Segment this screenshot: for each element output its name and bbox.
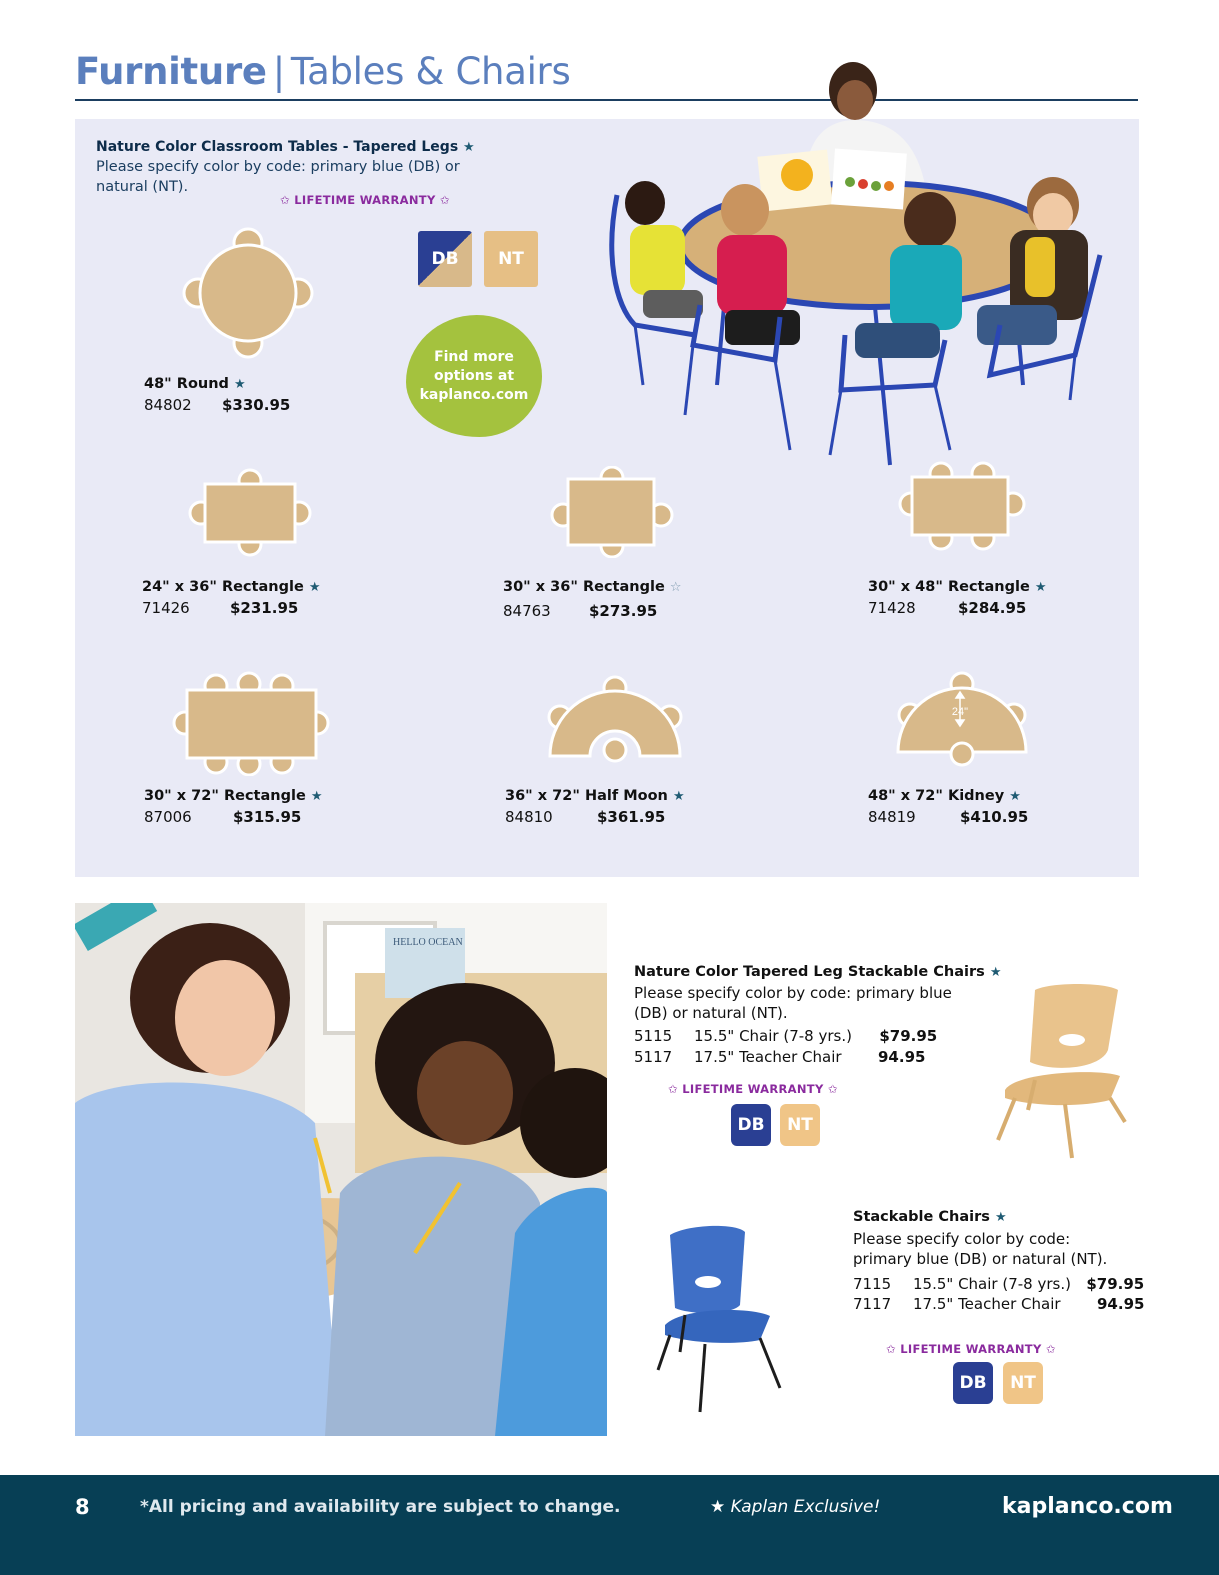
title-separator: | <box>272 50 285 93</box>
tapered-chairs-title: Nature Color Tapered Leg Stackable Chairs ★ <box>634 964 1002 980</box>
rectangle-30x72-table-icon <box>168 670 333 776</box>
promo-line: kaplanco.com <box>419 386 529 403</box>
tapered-chairs-warranty: ✩ LIFETIME WARRANTY ✩ <box>668 1082 838 1096</box>
swatch-nt: NT <box>780 1104 820 1146</box>
exclusive-star-icon: ★ <box>310 789 323 804</box>
item-name: 36" x 72" Half Moon <box>505 788 668 804</box>
half-moon-table-icon <box>540 670 690 770</box>
swatch-nt: NT <box>1003 1362 1043 1404</box>
warranty-star-icon: ✩ <box>886 1342 896 1356</box>
exclusive-star-icon: ★ <box>672 789 685 804</box>
item-code: 87006 <box>144 808 192 826</box>
swatch-db: DB <box>418 231 472 287</box>
table-item-round <box>144 376 290 414</box>
tables-title: Nature Color Classroom Tables - Tapered Legs ★ <box>96 139 475 155</box>
chair-desc: 15.5" Chair <box>694 1027 779 1045</box>
tables-description: Please specify color by code: primary blue (DB) or natural (NT). <box>96 159 460 195</box>
warranty-star-icon: ✩ <box>827 1082 838 1096</box>
promo-blob[interactable] <box>406 315 542 437</box>
chair-code: 5115 <box>634 1027 673 1045</box>
item-price: $273.95 <box>589 602 658 620</box>
page-number: 8 <box>75 1495 90 1519</box>
chair-age: (7-8 yrs.) <box>783 1027 852 1045</box>
table-item-30x36 <box>503 579 682 620</box>
kidney-dimension-label: 24" <box>951 706 969 718</box>
teacher-children-photo <box>75 903 607 1436</box>
rectangle-30x36-table-icon <box>548 466 678 558</box>
stackable-chairs-description: Please specify color by code: primary blue (DB) or natural (NT). <box>853 1230 1108 1268</box>
item-code: 84802 <box>144 396 192 414</box>
item-code: 71428 <box>868 599 916 617</box>
item-price: $284.95 <box>958 599 1027 617</box>
website-link[interactable]: kaplanco.com <box>1002 1494 1173 1519</box>
exclusive-star-icon: ★ <box>308 580 321 595</box>
table-item-30x48 <box>868 579 1047 617</box>
chair-price: 94.95 <box>1097 1295 1145 1313</box>
swatch-db: DB <box>953 1362 993 1404</box>
kaplan-exclusive-note: ★ Kaplan Exclusive! <box>710 1497 881 1517</box>
exclusive-star-icon: ★ <box>463 140 475 155</box>
chair-row <box>634 1027 984 1045</box>
promo-line: options at <box>433 367 515 384</box>
swatch-nt: NT <box>484 231 538 287</box>
item-code: 84810 <box>505 808 553 826</box>
chair-row <box>853 1295 1153 1313</box>
table-item-half-moon <box>505 788 685 826</box>
chair-code: 5117 <box>634 1048 673 1066</box>
item-name: 30" x 48" Rectangle <box>868 579 1030 595</box>
swatch-db: DB <box>731 1104 771 1146</box>
chair-age: (7-8 yrs.) <box>1002 1275 1071 1293</box>
chair-row <box>634 1048 984 1066</box>
item-name: 30" x 72" Rectangle <box>144 788 306 804</box>
exclusive-star-icon: ★ <box>994 1210 1007 1225</box>
exclusive-star-icon: ★ <box>710 1497 726 1517</box>
item-name: 24" x 36" Rectangle <box>142 579 304 595</box>
tables-warranty: ✩ LIFETIME WARRANTY ✩ <box>280 193 450 207</box>
tables-section-header <box>96 139 476 197</box>
stackable-chairs-section <box>853 1209 1153 1313</box>
classroom-reading-photo <box>605 55 1110 475</box>
item-name: 48" Round <box>144 376 229 392</box>
item-price: $231.95 <box>230 599 299 617</box>
chair-price: $79.95 <box>1086 1275 1145 1293</box>
item-name: 30" x 36" Rectangle <box>503 579 665 595</box>
exclusive-star-icon: ★ <box>234 377 246 392</box>
exclusive-star-icon: ★ <box>989 965 1002 980</box>
tapered-chairs-description: Please specify color by code: primary blue (DB) or natural (NT). <box>634 984 952 1022</box>
warranty-star-icon: ✩ <box>1045 1342 1056 1356</box>
title-category: Furniture <box>75 50 267 93</box>
exclusive-star-icon: ★ <box>1034 580 1047 595</box>
promo-line: Find more <box>434 348 514 365</box>
pricing-disclaimer: *All pricing and availability are subject to change. <box>140 1497 621 1517</box>
book-cover-text: HELLO OCEAN <box>393 937 463 948</box>
stackable-chairs-title: Stackable Chairs ★ <box>853 1209 1007 1225</box>
chair-code: 7117 <box>853 1295 892 1313</box>
warranty-star-icon: ✩ <box>668 1082 678 1096</box>
item-price: $361.95 <box>597 808 666 826</box>
chair-code: 7115 <box>853 1275 892 1293</box>
exclusive-star-icon: ★ <box>1009 789 1021 804</box>
chair-price: $79.95 <box>879 1027 938 1045</box>
chair-desc: 17.5" Teacher Chair <box>694 1048 842 1066</box>
round-table-icon <box>180 225 320 365</box>
title-subcategory: Tables & Chairs <box>290 50 571 93</box>
chair-price: 94.95 <box>878 1048 926 1066</box>
chair-desc: 17.5" Teacher Chair <box>913 1295 1061 1313</box>
item-price: $410.95 <box>960 808 1029 826</box>
item-code: 84763 <box>503 602 551 620</box>
item-price: $330.95 <box>222 396 291 414</box>
rectangle-24x36-table-icon <box>185 468 315 558</box>
table-item-kidney <box>868 788 1028 826</box>
footer-bar <box>0 1475 1219 1575</box>
tan-chair-image <box>990 980 1135 1170</box>
item-name: 48" x 72" Kidney <box>868 788 1005 804</box>
table-item-24x36 <box>142 579 321 617</box>
table-item-30x72 <box>144 788 323 826</box>
kidney-table-icon <box>890 668 1035 772</box>
chair-row <box>853 1275 1153 1293</box>
item-code: 71426 <box>142 599 190 617</box>
tapered-chairs-section <box>634 964 1002 1066</box>
chair-desc: 15.5" Chair <box>913 1275 998 1293</box>
blue-chair-image <box>650 1220 790 1415</box>
warranty-star-icon: ✩ <box>439 193 450 207</box>
page-title <box>75 50 570 93</box>
star-outline-icon: ☆ <box>669 580 682 595</box>
warranty-star-icon: ✩ <box>280 193 290 207</box>
stackable-chairs-warranty: ✩ LIFETIME WARRANTY ✩ <box>886 1342 1056 1356</box>
item-code: 84819 <box>868 808 916 826</box>
item-price: $315.95 <box>233 808 302 826</box>
